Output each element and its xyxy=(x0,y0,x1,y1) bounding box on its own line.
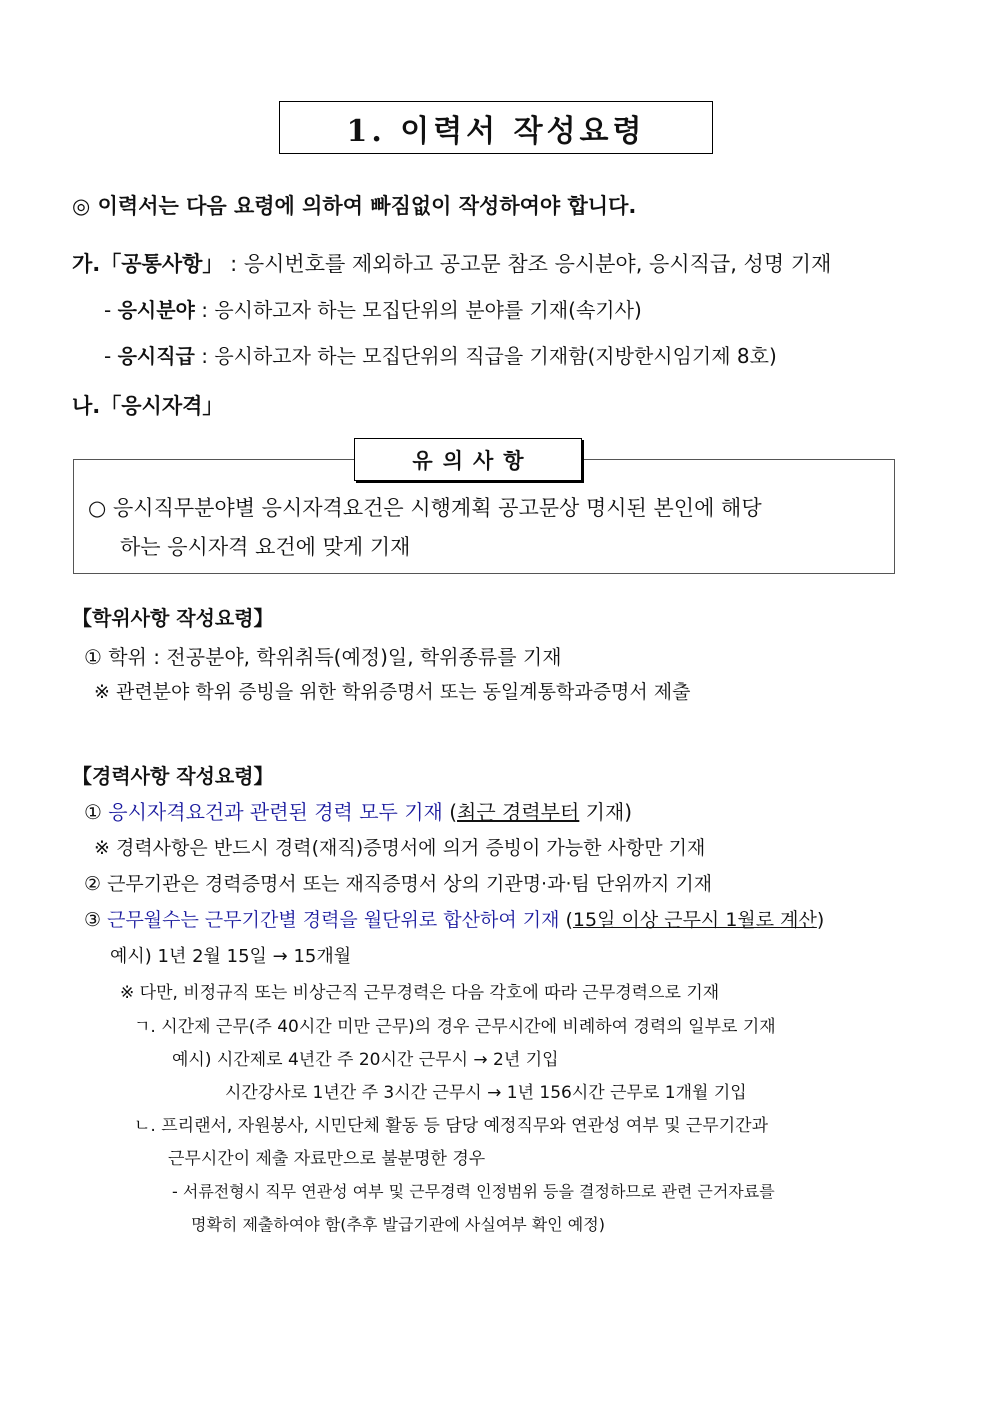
career-item-1-underline: 최근 경력부터 xyxy=(457,800,580,824)
section-ga-item-grade xyxy=(104,346,777,366)
career-item-1-highlight: 응시자격요건과 관련된 경력 모두 기재 xyxy=(108,800,443,824)
career-item-1-close: 기재) xyxy=(585,800,633,824)
degree-item-1: ① 학위 : 전공분야, 학위취득(예정)일, 학위종류를 기재 xyxy=(84,645,562,669)
section-ga-item-field xyxy=(104,300,642,320)
career-item-1 xyxy=(84,802,632,822)
note-tab-title: 유의사항 xyxy=(354,438,582,481)
career-note-2: ※ 다만, 비정규직 또는 비상근직 근무경력은 다음 각호에 따라 근무경력으로 기재 xyxy=(120,983,720,1003)
section-ga xyxy=(72,254,831,275)
note-line-1: ○ 응시직무분야별 응시자격요건은 시행계획 공고문상 명시된 본인에 해당 xyxy=(88,496,762,520)
career-sub-a: ㄱ. 시간제 근무(주 40시간 미만 근무)의 경우 근무시간에 비례하여 경력의 일부로 기재 xyxy=(134,1017,776,1037)
career-item-3-open: ( xyxy=(565,909,573,931)
career-item-3-underline: 15일 이상 근무시 1월로 계산 xyxy=(572,909,817,931)
section-ga-text: : 응시번호를 제외하고 공고문 참조 응시분야, 응시직급, 성명 기재 xyxy=(230,252,832,276)
career-item-3-highlight: 근무월수는 근무기간별 경력을 월단위로 합산하여 기재 xyxy=(107,909,560,931)
career-sub-a-example-2: 시간강사로 1년간 주 3시간 근무시 → 1년 156시간 근무로 1개월 기입 xyxy=(225,1083,747,1103)
page-title: 1. 이력서 작성요령 xyxy=(279,101,713,154)
career-sub-a-example-1: 예시) 시간제로 4년간 주 20시간 근무시 → 2년 기입 xyxy=(172,1050,559,1070)
degree-heading: 【학위사항 작성요령】 xyxy=(72,606,274,630)
item-label-grade: 응시직급 xyxy=(117,344,195,368)
section-na-label: 나.「응시자격」 xyxy=(72,394,224,418)
career-sub-b-dash-2: 명확히 제출하여야 함(추후 발급기관에 사실여부 확인 예정) xyxy=(191,1215,605,1234)
career-item-1-open: ( xyxy=(449,800,458,824)
item-label-field: 응시분야 xyxy=(117,298,195,322)
item-dash: - xyxy=(104,344,112,368)
career-item-1-num: ① xyxy=(84,800,102,824)
career-item-3-num: ③ xyxy=(84,909,102,931)
career-sub-b-line-1: ㄴ. 프리랜서, 자원봉사, 시민단체 활동 등 담당 예정직무와 연관성 여부 및 근무기간과 xyxy=(134,1116,769,1136)
section-ga-label: 가.「공통사항」 xyxy=(72,252,224,276)
career-note-1: ※ 경력사항은 반드시 경력(재직)증명서에 의거 증빙이 가능한 사항만 기재 xyxy=(94,837,706,859)
item-text-field: : 응시하고자 하는 모집단위의 분야를 기재(속기사) xyxy=(201,298,642,322)
career-item-2: ② 근무기관은 경력증명서 또는 재직증명서 상의 기관명·과·팀 단위까지 기재 xyxy=(84,873,713,895)
career-sub-b-dash-1: - 서류전형시 직무 연관성 여부 및 근무경력 인정범위 등을 결정하므로 관련 근거자료를 xyxy=(172,1182,775,1201)
item-text-grade: : 응시하고자 하는 모집단위의 직급을 기재함(지방한시임기제 8호) xyxy=(201,344,777,368)
intro-text: ◎ 이력서는 다음 요령에 의하여 빠짐없이 작성하여야 합니다. xyxy=(72,194,637,218)
career-item-3-close: ) xyxy=(816,909,825,931)
item-dash: - xyxy=(104,298,112,322)
note-line-2: 하는 응시자격 요건에 맞게 기재 xyxy=(120,535,411,559)
career-heading: 【경력사항 작성요령】 xyxy=(72,764,274,788)
career-item-3 xyxy=(84,911,824,930)
career-sub-b-line-2: 근무시간이 제출 자료만으로 불분명한 경우 xyxy=(168,1149,486,1169)
career-example-1: 예시) 1년 2월 15일 → 15개월 xyxy=(110,946,352,967)
degree-note-1: ※ 관련분야 학위 증빙을 위한 학위증명서 또는 동일계통학과증명서 제출 xyxy=(94,681,691,703)
